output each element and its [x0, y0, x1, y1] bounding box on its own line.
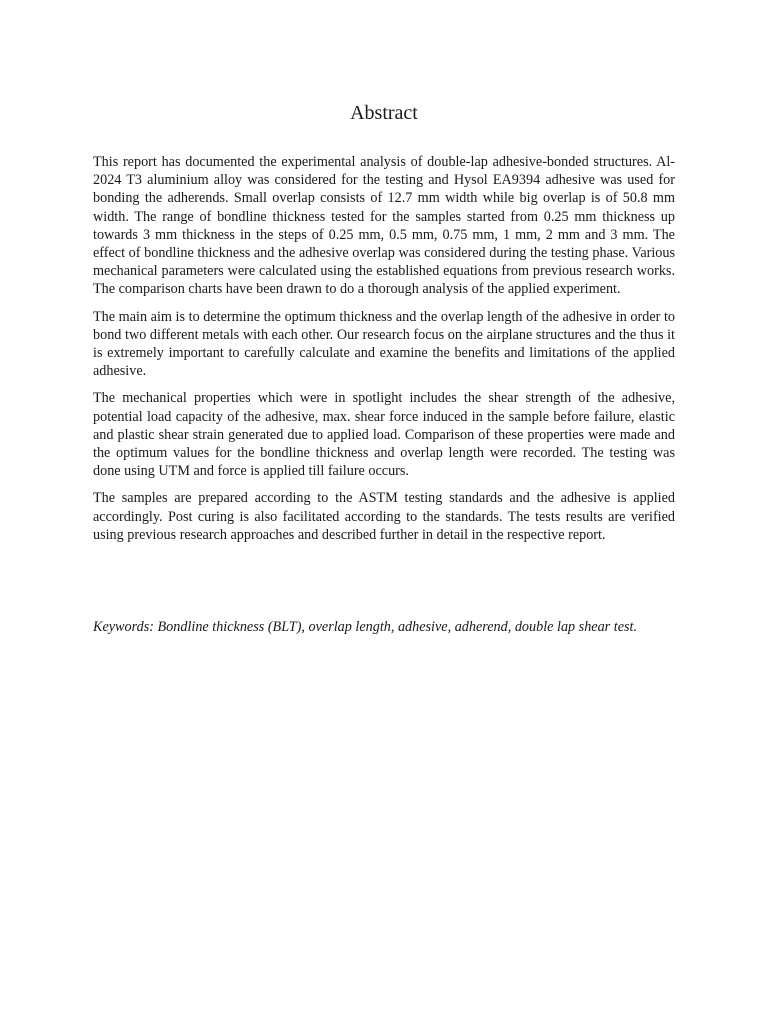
abstract-body [93, 153, 675, 553]
keywords-line: Keywords: Bondline thickness (BLT), overlap length, adhesive, adherend, double lap shear test. [93, 619, 638, 635]
abstract-paragraph-3: The mechanical properties which were in spotlight includes the shear strength of the adhesive, potential load capacity of the adhesive, max. shear force induced in the sample before failure, elastic and plastic shear strain generated due to applied load. Comparison of these properties were made and the optimum values for the bondline thickness and overlap length were recorded. The testing was done using UTM and force is applied till failure occurs. [93, 390, 675, 480]
abstract-paragraph-4: The samples are prepared according to the ASTM testing standards and the adhesive is applied accordingly. Post curing is also facilitated according to the standards. The tests results are verified using previous research approaches and described further in detail in the respective report. [93, 490, 675, 543]
abstract-title: Abstract [350, 102, 418, 124]
abstract-paragraph-1: This report has documented the experimental analysis of double-lap adhesive-bonded structures. Al-2024 T3 aluminium alloy was considered for the testing and Hysol EA9394 adhesive was used for bonding the adherends. Small overlap consists of 12.7 mm width while big overlap is of 50.8 mm width. The range of bondline thickness tested for the samples started from 0.25 mm thickness up towards 3 mm thickness in the steps of 0.25 mm, 0.5 mm, 0.75 mm, 1 mm, 2 mm and 3 mm. The effect of bondline thickness and the adhesive overlap was considered during the testing phase. Various mechanical parameters were calculated using the established equations from previous research works. The comparison charts have been drawn to do a thorough analysis of the applied experiment. [93, 154, 675, 298]
abstract-paragraph-2: The main aim is to determine the optimum thickness and the overlap length of the adhesive in order to bond two different metals with each other. Our research focus on the airplane structures and the thus it is extremely important to carefully calculate and examine the benefits and limitations of the applied adhesive. [93, 308, 675, 380]
